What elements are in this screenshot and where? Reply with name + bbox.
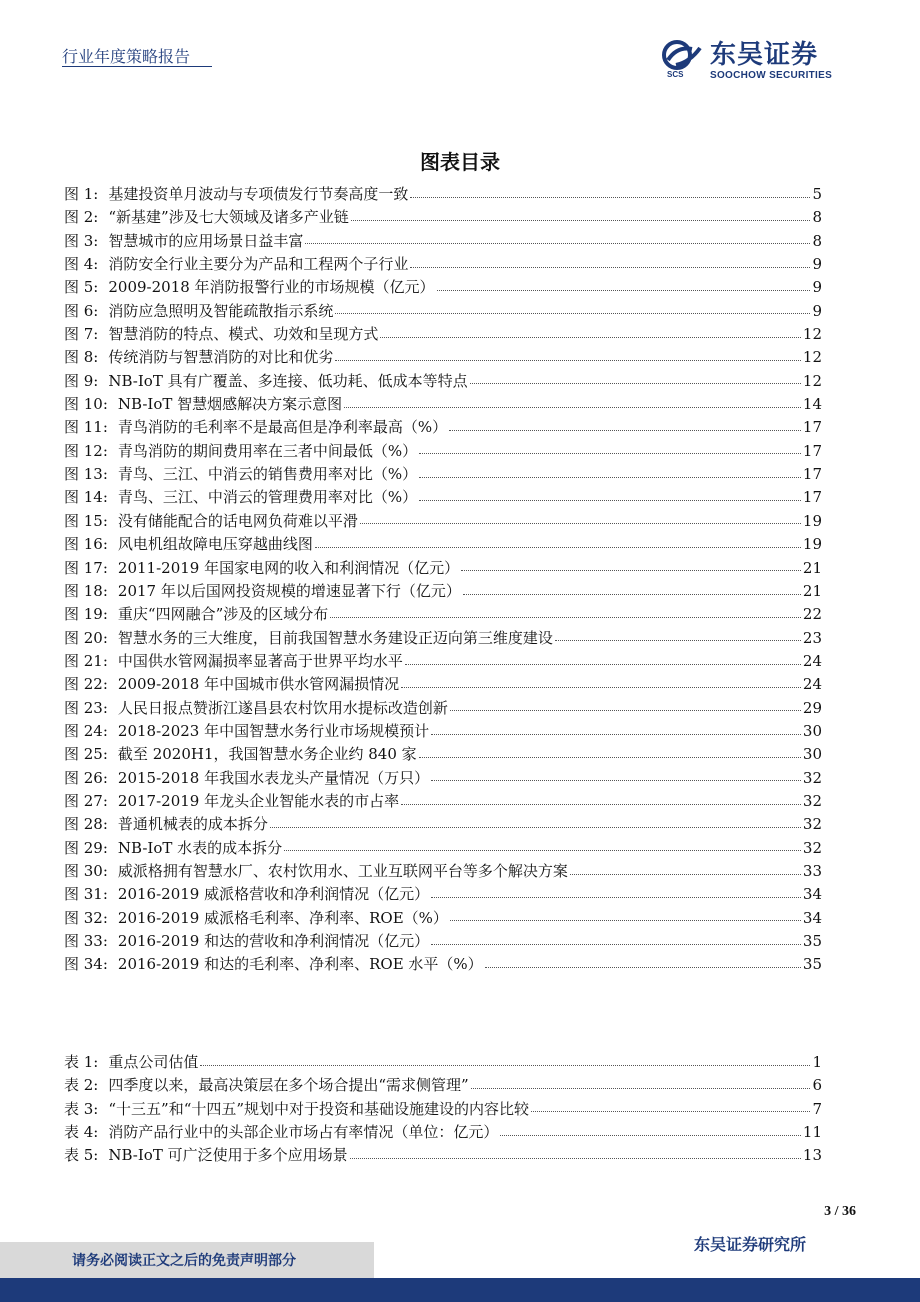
leader-dots [200,1064,810,1066]
leader-dots [470,382,801,384]
entry-label: 图 17: [64,558,108,577]
entry-page: 8 [812,231,822,250]
entry-title: 智慧水务的三大维度，目前我国智慧水务建设正迈向第三维度建设 [117,628,553,647]
entry-page: 9 [812,255,822,274]
entry-label: 图 14: [64,488,108,507]
entry-title: NB-IoT 可广泛使用于多个应用场景 [108,1146,348,1165]
entry-page: 7 [812,1099,822,1118]
entry-label: 表 5: [64,1146,99,1165]
toc-figure-entry[interactable] [64,533,822,556]
logo-english-name: SOOCHOW SECURITIES [710,70,833,81]
table-list [64,1051,822,1168]
company-logo [662,40,852,84]
leader-dots [284,849,801,851]
toc-figure-entry[interactable] [64,510,822,533]
toc-figure-entry[interactable] [64,650,822,673]
toc-table-entry[interactable] [64,1098,822,1121]
logo-mark: SCS [667,70,684,79]
entry-label: 图 28: [64,815,108,834]
entry-page: 17 [802,441,822,460]
entry-title: 2016-2019 和达的毛利率、净利率、ROE 水平（%） [117,955,483,974]
toc-figure-entry[interactable] [64,603,822,626]
entry-title: 2011-2019 年国家电网的收入和利润情况（亿元） [117,558,460,577]
entry-page: 12 [802,325,822,344]
entry-page: 34 [802,885,822,904]
leader-dots [463,593,801,595]
entry-title: 2009-2018 年消防报警行业的市场规模（亿元） [108,278,435,297]
entry-label: 图 26: [64,768,108,787]
entry-page: 17 [802,418,822,437]
entry-title: 没有储能配合的话电网负荷难以平滑 [117,511,358,530]
entry-title: 智慧城市的应用场景日益丰富 [108,231,304,250]
leader-dots [360,522,801,524]
leader-dots [555,639,801,641]
entry-label: 图 20: [64,628,108,647]
entry-title: 重点公司估值 [108,1053,199,1071]
entry-page: 34 [802,908,822,927]
toc-figure-entry[interactable] [64,767,822,790]
entry-page: 12 [802,348,822,367]
entry-label: 图 30: [64,861,108,880]
entry-label: 图 11: [64,418,108,437]
entry-page: 12 [802,371,822,390]
disclaimer-text: 请务必阅读正文之后的免责声明部分 [72,1253,296,1269]
entry-label: 表 3: [64,1099,99,1118]
toc-table-entry[interactable] [64,1144,822,1167]
toc-figure-entry[interactable] [64,486,822,509]
leader-dots [449,429,801,431]
entry-page: 14 [802,395,822,414]
entry-page: 35 [802,932,822,950]
leader-dots [401,803,801,805]
entry-page: 21 [802,581,822,600]
figure-list [64,183,822,977]
leader-dots [401,686,801,688]
leader-dots [531,1110,810,1112]
toc-figure-entry[interactable] [64,416,822,439]
leader-dots [419,756,801,758]
entry-title: 青鸟、三江、中消云的销售费用率对比（%） [117,465,418,484]
entry-page: 19 [802,511,822,530]
toc-figure-entry[interactable] [64,907,822,930]
entry-title: 消防安全行业主要分为产品和工程两个子行业 [108,255,409,274]
entry-title: 2009-2018 年中国城市供水管网漏损情况 [117,675,400,694]
leader-dots [471,1087,810,1089]
header-underline [62,66,212,67]
entry-title: 截至 2020H1，我国智慧水务企业约 840 家 [117,745,417,764]
leader-dots [461,569,801,571]
entry-label: 图 8: [64,348,99,367]
entry-page: 30 [802,721,822,740]
leader-dots [380,336,801,338]
entry-label: 图 16: [64,535,108,554]
entry-label: 表 4: [64,1123,99,1142]
toc-figure-entry[interactable] [64,813,822,836]
entry-label: 图 19: [64,605,108,624]
page-number: 3 / 36 [824,1204,856,1219]
entry-label: 图 10: [64,395,108,414]
entry-label: 图 27: [64,791,108,810]
entry-title: 威派格拥有智慧水厂、农村饮用水、工业互联网平台等多个解决方案 [117,861,568,880]
entry-label: 图 12: [64,441,108,460]
leader-dots [351,219,810,221]
entry-page: 17 [802,465,822,484]
leader-dots [330,616,801,618]
entry-title: 青鸟、三江、中消云的管理费用率对比（%） [117,488,418,507]
entry-title: 风电机组故障电压穿越曲线图 [117,535,313,554]
toc-title: 图表目录 [420,150,500,174]
entry-page: 35 [802,955,822,974]
leader-dots [485,966,801,968]
toc-figure-entry[interactable] [64,837,822,860]
leader-dots [431,779,801,781]
entry-page: 13 [802,1146,822,1165]
entry-title: 重庆“四网融合”涉及的区域分布 [117,605,329,624]
entry-title: 2016-2019 威派格毛利率、净利率、ROE（%） [117,908,448,927]
leader-dots [431,943,801,945]
entry-label: 图 2: [64,208,99,227]
entry-title: 消防应急照明及智能疏散指示系统 [108,301,334,320]
entry-page: 1 [812,1053,822,1071]
entry-page: 24 [802,651,822,670]
leader-dots [431,896,801,898]
entry-page: 23 [802,628,822,647]
entry-page: 9 [812,278,822,297]
entry-page: 21 [802,558,822,577]
entry-page: 30 [802,745,822,764]
leader-dots [500,1134,801,1136]
toc-figure-entry[interactable] [64,557,822,580]
toc-figure-entry[interactable] [64,627,822,650]
toc-figure-entry[interactable] [64,300,822,323]
entry-title: 2017-2019 年龙头企业智能水表的市占率 [117,791,400,810]
entry-title: 普通机械表的成本拆分 [117,815,268,834]
entry-title: 2016-2019 和达的营收和净利润情况（亿元） [117,932,430,950]
entry-page: 29 [802,698,822,717]
entry-label: 图 13: [64,465,108,484]
entry-title: 四季度以来，最高决策层在多个场合提出“需求侧管理” [108,1076,469,1095]
toc-figure-entry[interactable] [64,673,822,696]
toc-figure-entry[interactable] [64,463,822,486]
entry-page: 33 [802,861,822,880]
entry-label: 表 1: [64,1053,99,1071]
toc-figure-entry[interactable] [64,580,822,603]
entry-title: “十三五”和“十四五”规划中对于投资和基础设施建设的内容比较 [108,1099,530,1118]
entry-label: 图 21: [64,651,108,670]
toc-figure-entry[interactable] [64,323,822,346]
leader-dots [405,663,801,665]
leader-dots [335,359,801,361]
leader-dots [335,312,810,314]
toc-figure-entry[interactable] [64,253,822,276]
entry-label: 图 4: [64,255,99,274]
entry-page: 32 [802,791,822,810]
entry-page: 9 [812,301,822,320]
logo-chinese-name: 东吴证券 [710,40,819,70]
entry-page: 11 [802,1123,822,1142]
institute-name: 东吴证券研究所 [693,1235,806,1254]
toc-figure-entry[interactable] [64,930,822,953]
entry-page: 17 [802,488,822,507]
toc-figure-entry[interactable] [64,346,822,369]
toc-figure-entry[interactable] [64,206,822,229]
toc-figure-entry[interactable] [64,440,822,463]
entry-title: 2015-2018 年我国水表龙头产量情况（万只） [117,768,430,787]
toc-figure-entry[interactable] [64,276,822,299]
leader-dots [350,1157,801,1159]
toc-figure-entry[interactable] [64,883,822,906]
entry-title: 人民日报点赞浙江遂昌县农村饮用水提标改造创新 [117,698,448,717]
toc-figure-entry[interactable] [64,953,822,976]
entry-label: 图 34: [64,955,108,974]
entry-title: 青鸟消防的期间费用率在三者中间最低（%） [117,441,418,460]
leader-dots [419,476,801,478]
entry-title: 2018-2023 年中国智慧水务行业市场规模预计 [117,721,430,740]
toc-figure-entry[interactable] [64,860,822,883]
entry-page: 32 [802,815,822,834]
toc-figure-entry[interactable] [64,183,822,206]
leader-dots [431,733,801,735]
leader-dots [270,826,801,828]
entry-page: 6 [812,1076,822,1095]
entry-label: 图 5: [64,278,99,297]
toc-table-entry[interactable] [64,1121,822,1144]
entry-label: 图 31: [64,885,108,904]
leader-dots [437,289,810,291]
entry-title: 2016-2019 威派格营收和净利润情况（亿元） [117,885,430,904]
leader-dots [570,873,801,875]
entry-label: 图 33: [64,932,108,950]
leader-dots [450,709,801,711]
entry-page: 8 [812,208,822,227]
entry-page: 22 [802,605,822,624]
leader-dots [305,242,810,244]
entry-page: 32 [802,838,822,857]
toc-figure-entry[interactable] [64,720,822,743]
entry-label: 图 15: [64,511,108,530]
entry-label: 图 25: [64,745,108,764]
entry-label: 图 9: [64,371,99,390]
toc-figure-entry[interactable] [64,370,822,393]
entry-title: 青鸟消防的毛利率不是最高但是净利率最高（%） [117,418,448,437]
entry-page: 32 [802,768,822,787]
entry-title: NB-IoT 智慧烟感解决方案示意图 [117,395,343,414]
entry-label: 表 2: [64,1076,99,1095]
soochow-logo-icon [662,40,706,70]
entry-title: 中国供水管网漏损率显著高于世界平均水平 [117,651,403,670]
entry-label: 图 22: [64,675,108,694]
entry-label: 图 3: [64,231,99,250]
leader-dots [315,546,801,548]
leader-dots [344,406,801,408]
entry-title: 消防产品行业中的头部企业市场占有率情况（单位：亿元） [108,1123,499,1142]
entry-title: 2017 年以后国网投资规模的增速显著下行（亿元） [117,581,461,600]
entry-label: 图 32: [64,908,108,927]
entry-label: 图 18: [64,581,108,600]
toc-table-entry[interactable] [64,1074,822,1097]
entry-title: NB-IoT 具有广覆盖、多连接、低功耗、低成本等特点 [108,371,468,390]
disclaimer-box [0,1242,374,1278]
toc-figure-entry[interactable] [64,743,822,766]
entry-page: 19 [802,535,822,554]
leader-dots [419,452,801,454]
report-type: 行业年度策略报告 [62,47,191,66]
leader-dots [410,266,810,268]
entry-page: 5 [812,185,822,203]
entry-title: NB-IoT 水表的成本拆分 [117,838,283,857]
leader-dots [419,499,801,501]
leader-dots [450,919,801,921]
entry-page: 24 [802,675,822,694]
entry-label: 图 6: [64,301,99,320]
toc-figure-entry[interactable] [64,790,822,813]
entry-label: 图 23: [64,698,108,717]
entry-label: 图 1: [64,185,99,203]
entry-label: 图 24: [64,721,108,740]
entry-title: 智慧消防的特点、模式、功效和呈现方式 [108,325,379,344]
toc-figure-entry[interactable] [64,697,822,720]
entry-label: 图 29: [64,838,108,857]
entry-title: “新基建”涉及七大领域及诸多产业链 [108,208,349,227]
toc-figure-entry[interactable] [64,393,822,416]
toc-figure-entry[interactable] [64,230,822,253]
entry-title: 基建投资单月波动与专项债发行节奏高度一致 [108,185,409,203]
toc-table-entry[interactable] [64,1051,822,1074]
entry-title: 传统消防与智慧消防的对比和优劣 [108,348,334,367]
footer-bar [0,1278,920,1302]
entry-label: 图 7: [64,325,99,344]
leader-dots [410,196,810,198]
